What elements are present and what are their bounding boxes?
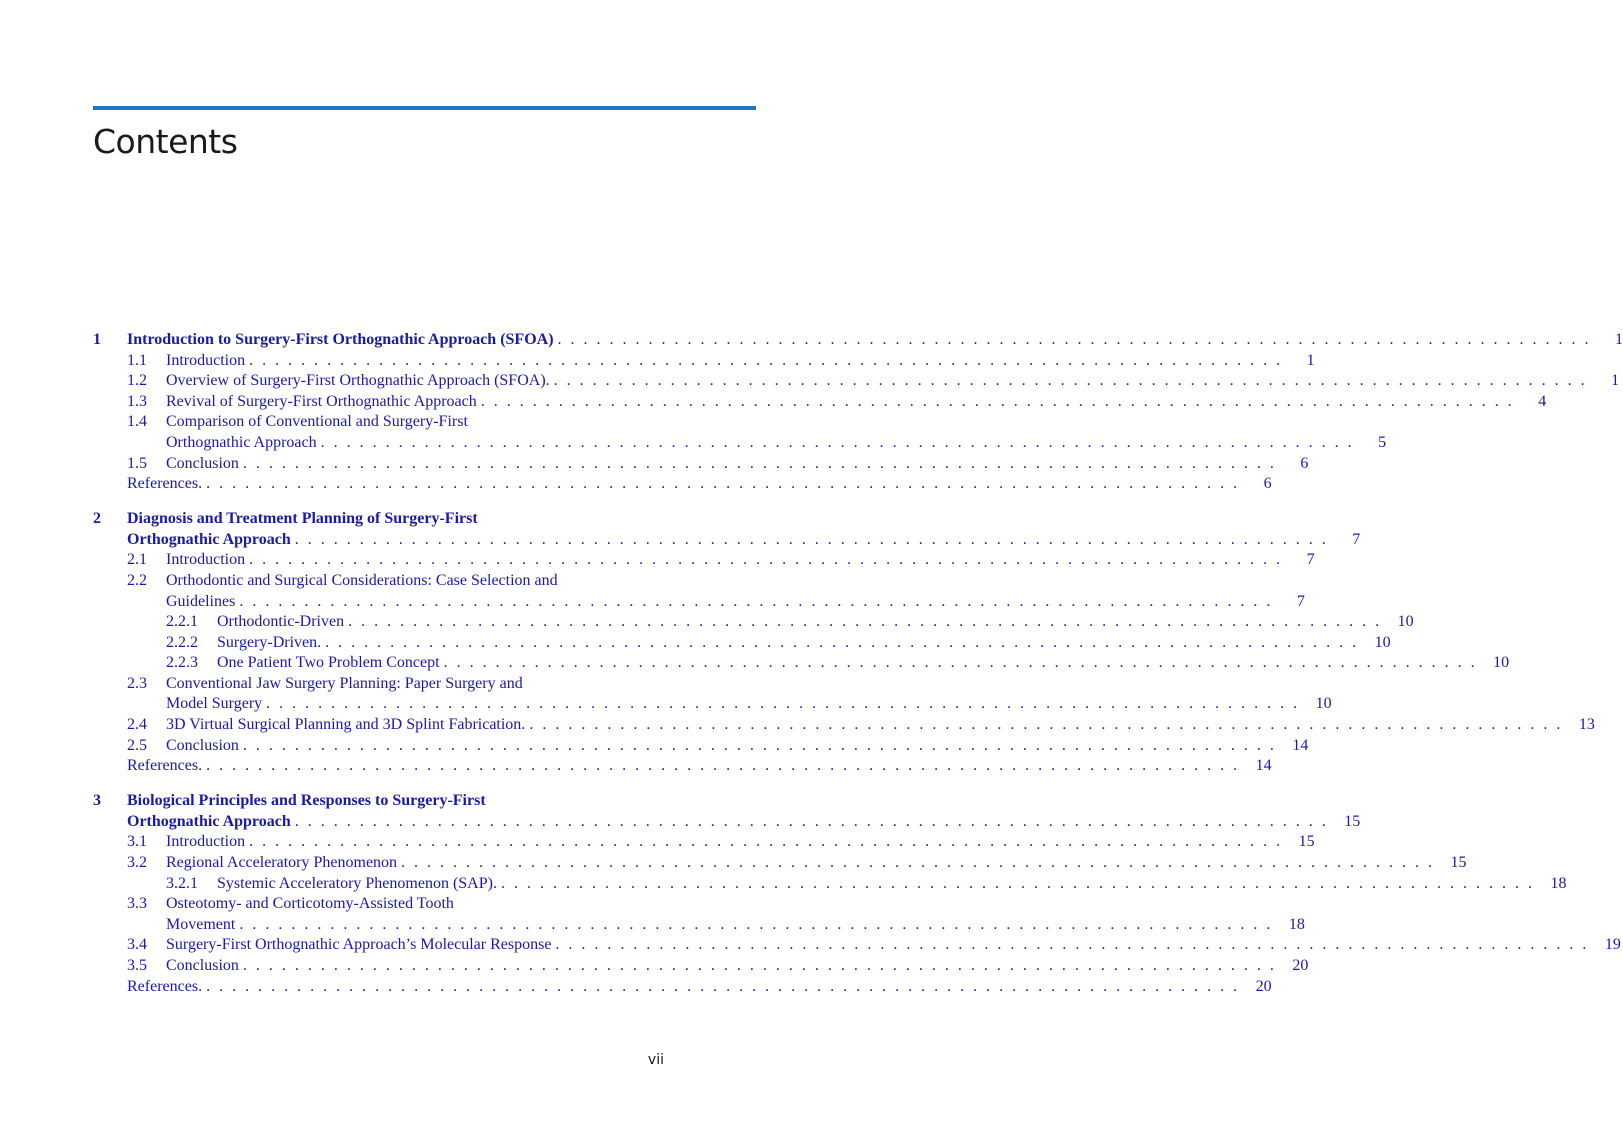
section-number: 1.2 — [127, 372, 147, 390]
entry-title: Orthodontic-Driven — [217, 613, 345, 631]
entry-title: Osteotomy- and Corticotomy-Assisted Tooth — [166, 895, 454, 913]
toc-chapter — [93, 330, 1623, 495]
entry-title: References. — [127, 977, 203, 995]
entry-page: 20 — [1292, 957, 1309, 974]
entry-title: Orthodontic and Surgical Considerations: Case Selection and — [166, 571, 558, 589]
dot-leader: . . . . . . . . . . . . . . . . . . . . . . . . . . . . . . . . . . . . . . . . . . . . . . . . . . . . . . . . . . . . . . . . . . . . . . . . . . . . . . . . — [500, 874, 1535, 892]
dot-leader: . . . . . . . . . . . . . . . . . . . . . . . . . . . . . . . . . . . . . . . . . . . . . . . . . . . . . . . . . . . . . . . . . . . . . . . . . . . . . . . . — [348, 613, 1382, 631]
toc-entry[interactable] — [93, 915, 1305, 936]
entry-title: Comparison of Conventional and Surgery-First — [166, 413, 468, 431]
toc-entry[interactable] — [93, 530, 1361, 551]
entry-title: Conclusion — [166, 957, 239, 974]
toc-entry[interactable] — [93, 571, 673, 592]
entry-title: Diagnosis and Treatment Planning of Surgery-First — [127, 510, 478, 528]
entry-page: 7 — [1306, 551, 1315, 569]
entry-page: 13 — [1578, 716, 1595, 734]
entry-title: References. — [127, 475, 203, 493]
dot-leader: . . . . . . . . . . . . . . . . . . . . . . . . . . . . . . . . . . . . . . . . . . . . . . . . . . . . . . . . . . . . . . . . . . . . . . . . . . . . . . . . — [320, 433, 1355, 451]
dot-leader: . . . . . . . . . . . . . . . . . . . . . . . . . . . . . . . . . . . . . . . . . . . . . . . . . . . . . . . . . . . . . . . . . . . . . . . . . . . . . . . . — [555, 936, 1589, 954]
entry-page: 10 — [1315, 695, 1332, 713]
entry-page: 6 — [1263, 475, 1272, 493]
toc-entry[interactable] — [93, 694, 1332, 715]
dot-leader: . . . . . . . . . . . . . . . . . . . . . . . . . . . . . . . . . . . . . . . . . . . . . . . . . . . . . . . . . . . . . . . . . . . . . . . . . . . . . . . . — [249, 551, 1283, 569]
section-number: 3.5 — [127, 957, 147, 974]
dot-leader: . . . . . . . . . . . . . . . . . . . . . . . . . . . . . . . . . . . . . . . . . . . . . . . . . . . . . . . . . . . . . . . . . . . . . . . . . . . . . . . . — [557, 331, 1592, 348]
entry-page: 10 — [1374, 633, 1391, 651]
dot-leader: . . . . . . . . . . . . . . . . . . . . . . . . . . . . . . . . . . . . . . . . . . . . . . . . . . . . . . . . . . . . . . . . . . . . . . . . . . . . . . . . — [325, 633, 1359, 651]
entry-page: 1 — [1306, 351, 1315, 369]
toc-entry[interactable] — [93, 454, 1309, 475]
entry-page: 7 — [1352, 530, 1361, 548]
toc-entry[interactable] — [93, 791, 673, 812]
entry-page: 1 — [1615, 331, 1623, 348]
entry-page: 18 — [1288, 915, 1305, 933]
entry-title: 3D Virtual Surgical Planning and 3D Splint Fabrication. — [166, 716, 526, 734]
entry-title: Orthognathic Approach — [127, 812, 291, 830]
toc-entry[interactable] — [93, 736, 1309, 757]
entry-title: Orthognathic Approach — [166, 433, 317, 451]
entry-page: 15 — [1298, 833, 1315, 851]
subsection-number: 2.2.3 — [166, 654, 198, 672]
section-number: 3.1 — [127, 833, 147, 851]
entry-title: References. — [127, 757, 203, 775]
toc-entry[interactable] — [93, 592, 1305, 613]
toc-entry[interactable] — [93, 412, 673, 433]
entry-title: Guidelines — [166, 592, 236, 610]
toc-entry[interactable] — [93, 633, 1391, 654]
entry-page: 10 — [1493, 654, 1510, 672]
section-number: 3.4 — [127, 936, 147, 954]
dot-leader: . . . . . . . . . . . . . . . . . . . . . . . . . . . . . . . . . . . . . . . . . . . . . . . . . . . . . . . . . . . . . . . . . . . . . . . . . . . . . . . . — [242, 957, 1277, 974]
toc-chapter — [93, 791, 1621, 997]
entry-page: 4 — [1538, 392, 1547, 410]
entry-title: Movement — [166, 915, 236, 933]
toc-entry[interactable] — [93, 832, 1315, 853]
section-number: 1.1 — [127, 351, 147, 369]
entry-title: Conventional Jaw Surgery Planning: Paper Surgery and — [166, 674, 523, 692]
section-number: 1.3 — [127, 392, 147, 410]
toc-entry[interactable] — [93, 715, 1595, 736]
dot-leader: . . . . . . . . . . . . . . . . . . . . . . . . . . . . . . . . . . . . . . . . . . . . . . . . . . . . . . . . . . . . . . . . . . . . . . . . . . . . . . . . — [242, 454, 1277, 472]
toc-chapter — [93, 509, 1595, 777]
section-number: 2.1 — [127, 551, 147, 569]
toc-entry[interactable] — [93, 956, 1309, 977]
dot-leader: . . . . . . . . . . . . . . . . . . . . . . . . . . . . . . . . . . . . . . . . . . . . . . . . . . . . . . . . . . . . . . . . . . . . . . . . . . . . . . . . — [239, 915, 1273, 933]
section-number: 1.5 — [127, 454, 147, 472]
dot-leader: . . . . . . . . . . . . . . . . . . . . . . . . . . . . . . . . . . . . . . . . . . . . . . . . . . . . . . . . . . . . . . . . . . . . . . . . . . . . . . . . — [206, 757, 1240, 775]
dot-leader: . . . . . . . . . . . . . . . . . . . . . . . . . . . . . . . . . . . . . . . . . . . . . . . . . . . . . . . . . . . . . . . . . . . . . . . . . . . . . . . . — [206, 977, 1240, 995]
entry-title: Surgery-First Orthognathic Approach’s Molecular Response — [166, 936, 552, 954]
toc-entry[interactable] — [93, 874, 1567, 895]
entry-title: Introduction — [166, 551, 246, 569]
subsection-number: 2.2.1 — [166, 613, 198, 631]
dot-leader: . . . . . . . . . . . . . . . . . . . . . . . . . . . . . . . . . . . . . . . . . . . . . . . . . . . . . . . . . . . . . . . . . . . . . . . . . . . . . . . . — [206, 475, 1240, 493]
toc-entry[interactable] — [93, 612, 1414, 633]
toc-entry[interactable] — [93, 756, 1272, 777]
entry-title: Systemic Acceleratory Phenomenon (SAP). — [217, 874, 497, 892]
chapter-number: 1 — [93, 331, 101, 348]
section-number: 1.4 — [127, 413, 147, 431]
entry-title: One Patient Two Problem Concept — [217, 654, 440, 672]
entry-title: Surgery-Driven. — [217, 633, 322, 651]
toc-entry[interactable] — [93, 550, 1315, 571]
section-number: 2.5 — [127, 736, 147, 754]
toc-entry[interactable] — [93, 674, 673, 695]
toc-entry[interactable] — [93, 330, 1623, 351]
dot-leader: . . . . . . . . . . . . . . . . . . . . . . . . . . . . . . . . . . . . . . . . . . . . . . . . . . . . . . . . . . . . . . . . . . . . . . . . . . . . . . . . — [239, 592, 1273, 610]
page-title: Contents — [93, 122, 238, 161]
entry-title: Introduction — [166, 351, 246, 369]
dot-leader: . . . . . . . . . . . . . . . . . . . . . . . . . . . . . . . . . . . . . . . . . . . . . . . . . . . . . . . . . . . . . . . . . . . . . . . . . . . . . . . . — [294, 530, 1329, 548]
entry-page: 14 — [1255, 757, 1272, 775]
chapter-number: 2 — [93, 510, 101, 528]
dot-leader: . . . . . . . . . . . . . . . . . . . . . . . . . . . . . . . . . . . . . . . . . . . . . . . . . . . . . . . . . . . . . . . . . . . . . . . . . . . . . . . . — [249, 351, 1283, 369]
toc-entry[interactable] — [93, 371, 1620, 392]
dot-leader: . . . . . . . . . . . . . . . . . . . . . . . . . . . . . . . . . . . . . . . . . . . . . . . . . . . . . . . . . . . . . . . . . . . . . . . . . . . . . . . . — [294, 812, 1329, 830]
entry-page: 20 — [1255, 977, 1272, 995]
dot-leader: . . . . . . . . . . . . . . . . . . . . . . . . . . . . . . . . . . . . . . . . . . . . . . . . . . . . . . . . . . . . . . . . . . . . . . . . . . . . . . . . — [401, 854, 1435, 872]
page-number: vii — [647, 1052, 664, 1068]
dot-leader: . . . . . . . . . . . . . . . . . . . . . . . . . . . . . . . . . . . . . . . . . . . . . . . . . . . . . . . . . . . . . . . . . . . . . . . . . . . . . . . . — [443, 654, 1478, 672]
entry-page: 10 — [1397, 613, 1414, 631]
dot-leader: . . . . . . . . . . . . . . . . . . . . . . . . . . . . . . . . . . . . . . . . . . . . . . . . . . . . . . . . . . . . . . . . . . . . . . . . . . . . . . . . — [529, 716, 1563, 734]
toc-entry[interactable] — [93, 653, 1510, 674]
chapter-number: 3 — [93, 792, 101, 810]
dot-leader: . . . . . . . . . . . . . . . . . . . . . . . . . . . . . . . . . . . . . . . . . . . . . . . . . . . . . . . . . . . . . . . . . . . . . . . . . . . . . . . . — [242, 736, 1277, 754]
toc-entry[interactable] — [93, 509, 673, 530]
header-rule — [93, 106, 756, 110]
toc-entry[interactable] — [93, 853, 1467, 874]
dot-leader: . . . . . . . . . . . . . . . . . . . . . . . . . . . . . . . . . . . . . . . . . . . . . . . . . . . . . . . . . . . . . . . . . . . . . . . . . . . . . . . . — [480, 392, 1515, 410]
entry-title: Biological Principles and Responses to Surgery-First — [127, 792, 486, 810]
subsection-number: 2.2.2 — [166, 633, 198, 651]
entry-title: Conclusion — [166, 454, 239, 472]
entry-title: Introduction to Surgery-First Orthognathic Approach (SFOA) — [127, 331, 554, 348]
toc-entry[interactable] — [93, 894, 673, 915]
toc-entry[interactable] — [93, 977, 1272, 998]
entry-title: Conclusion — [166, 736, 239, 754]
toc-entry[interactable] — [93, 433, 1387, 454]
entry-page: 14 — [1292, 736, 1309, 754]
subsection-number: 3.2.1 — [166, 874, 198, 892]
section-number: 2.3 — [127, 674, 147, 692]
entry-page: 7 — [1296, 592, 1305, 610]
toc-entry[interactable] — [93, 474, 1272, 495]
toc-entry[interactable] — [93, 351, 1315, 372]
section-number: 2.4 — [127, 716, 147, 734]
dot-leader: . . . . . . . . . . . . . . . . . . . . . . . . . . . . . . . . . . . . . . . . . . . . . . . . . . . . . . . . . . . . . . . . . . . . . . . . . . . . . . . . — [266, 695, 1300, 713]
section-number: 3.3 — [127, 895, 147, 913]
entry-page: 5 — [1378, 433, 1387, 451]
toc-entry[interactable] — [93, 812, 1361, 833]
table-of-contents — [93, 330, 1623, 1012]
entry-page: 15 — [1450, 854, 1467, 872]
dot-leader: . . . . . . . . . . . . . . . . . . . . . . . . . . . . . . . . . . . . . . . . . . . . . . . . . . . . . . . . . . . . . . . . . . . . . . . . . . . . . . . . — [249, 833, 1283, 851]
entry-title: Regional Acceleratory Phenomenon — [166, 854, 398, 872]
entry-page: 15 — [1344, 812, 1361, 830]
toc-entry[interactable] — [93, 392, 1547, 413]
entry-page: 19 — [1604, 936, 1621, 954]
entry-title: Overview of Surgery-First Orthognathic Approach (SFOA). — [166, 372, 550, 390]
entry-page: 1 — [1611, 372, 1620, 390]
entry-title: Model Surgery — [166, 695, 263, 713]
dot-leader: . . . . . . . . . . . . . . . . . . . . . . . . . . . . . . . . . . . . . . . . . . . . . . . . . . . . . . . . . . . . . . . . . . . . . . . . . . . . . . . . — [553, 372, 1588, 390]
entry-title: Revival of Surgery-First Orthognathic Approach — [166, 392, 477, 410]
section-number: 3.2 — [127, 854, 147, 872]
entry-title: Orthognathic Approach — [127, 530, 291, 548]
entry-title: Introduction — [166, 833, 246, 851]
section-number: 2.2 — [127, 571, 147, 589]
entry-page: 6 — [1300, 454, 1309, 472]
entry-page: 18 — [1550, 874, 1567, 892]
toc-entry[interactable] — [93, 935, 1621, 956]
